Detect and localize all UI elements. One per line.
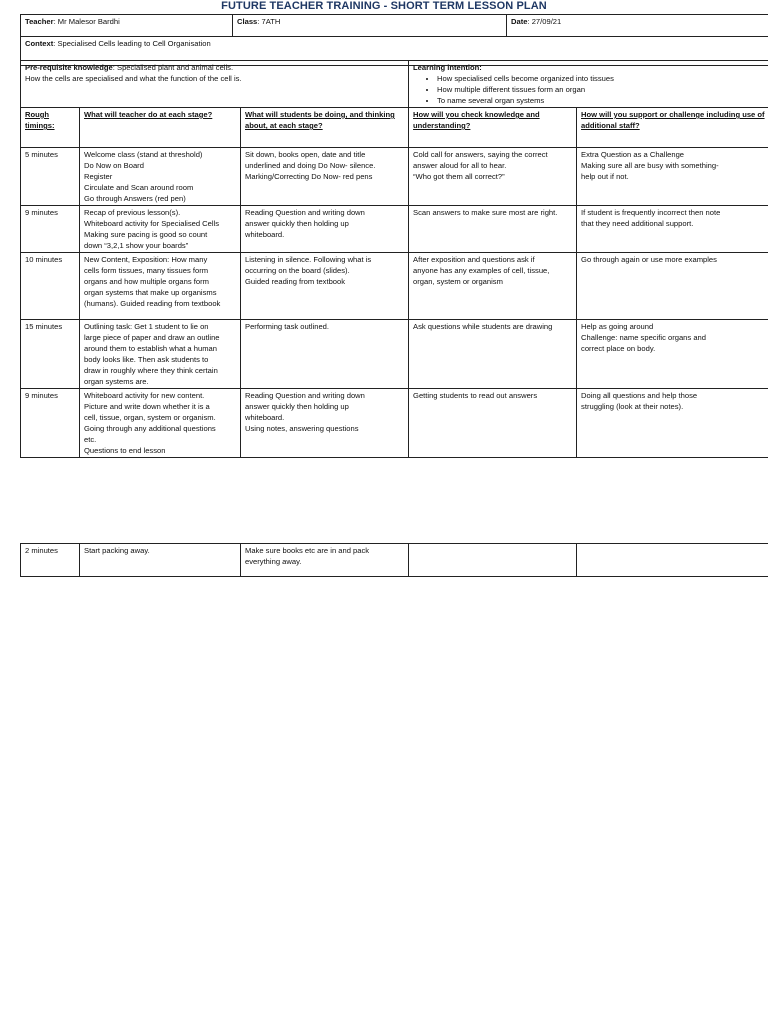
learning-list	[413, 73, 768, 106]
timing-cell: 10 minutes	[21, 253, 80, 320]
prereq-label: Pre-requisite knowledge	[25, 63, 113, 72]
check-understanding-cell	[409, 544, 577, 577]
cell-line: Going through any additional questions	[84, 424, 216, 433]
cell-line: that they need additional support.	[581, 219, 694, 228]
support-challenge-cell	[577, 253, 768, 320]
cell-line: everything away.	[245, 557, 302, 566]
cell-line: Questions to end lesson	[84, 446, 166, 455]
header-table	[20, 14, 768, 66]
support-challenge-cell	[577, 206, 768, 253]
table-row	[21, 148, 768, 206]
teacher-activity-cell	[80, 206, 241, 253]
cell-line: whiteboard.	[245, 413, 285, 422]
teacher-activity-cell	[80, 148, 241, 206]
cell-line: Doing all questions and help those	[581, 391, 698, 400]
cell-line: organ systems are.	[84, 377, 149, 386]
cell-line: organ systems that make up organisms	[84, 288, 217, 297]
cell-line: New Content, Exposition: How many	[84, 255, 208, 264]
list-item: • To name several organ systems	[437, 95, 768, 106]
cell-line: organ, system or organism	[413, 277, 503, 286]
lesson-plan-table	[20, 60, 768, 458]
cell-line: Circulate and Scan around room	[84, 183, 194, 192]
timing-cell: 9 minutes	[21, 206, 80, 253]
cell-line: struggling (look at their notes).	[581, 402, 684, 411]
cell-line: Start packing away.	[84, 546, 150, 555]
student-activity-cell	[241, 320, 409, 389]
cell-line: Make sure books etc are in and pack	[245, 546, 370, 555]
table-row	[21, 544, 768, 577]
page-title: FUTURE TEACHER TRAINING - SHORT TERM LESSON PLAN	[221, 0, 547, 12]
final-row-table	[20, 543, 768, 577]
timing-cell: 5 minutes	[21, 148, 80, 206]
list-item: • How multiple different tissues form an organ	[437, 84, 768, 95]
check-understanding-cell	[409, 206, 577, 253]
cell-line: Picture and write down whether it is a	[84, 402, 210, 411]
cell-line: Guided reading from textbook	[245, 277, 346, 286]
cell-line: etc.	[84, 435, 97, 444]
cell-line: answer quickly then holding up	[245, 402, 349, 411]
cell-line: Challenge: name specific organs and	[581, 333, 706, 342]
support-challenge-cell	[577, 544, 768, 577]
timing-cell: 2 minutes	[21, 544, 80, 577]
cell-line: underlined and doing Do Now- silence.	[245, 161, 376, 170]
cell-line: down “3,2,1 show your boards”	[84, 241, 189, 250]
cell-line: Whiteboard activity for new content.	[84, 391, 205, 400]
list-item: • How specialised cells become organized into tissues	[437, 73, 768, 84]
cell-line: Reading Question and writing down	[245, 208, 365, 217]
teacher-activity-cell	[80, 389, 241, 458]
cell-line: “Who got them all correct?”	[413, 172, 505, 181]
prereq-value: : Specialised plant and animal cells.	[112, 63, 234, 72]
cell-line: Performing task outlined.	[245, 322, 329, 331]
cell-line: body looks like. Then ask students to	[84, 355, 209, 364]
cell-line: Cold call for answers, saying the correct	[413, 150, 548, 159]
context-value: : Specialised Cells leading to Cell Organisation	[53, 39, 211, 48]
cell-line: Welcome class (stand at threshold)	[84, 150, 203, 159]
cell-line: draw in roughly where they think certain	[84, 366, 218, 375]
cell-line: organs and how multiple organs form	[84, 277, 209, 286]
cell-line: Recap of previous lesson(s).	[84, 208, 181, 217]
date-value: : 27/09/21	[527, 17, 562, 26]
student-activity-cell	[241, 148, 409, 206]
cell-line: Sit down, books open, date and title	[245, 150, 366, 159]
teacher-cell	[21, 15, 233, 37]
cell-line: cells form tissues, many tissues form	[84, 266, 209, 275]
class-cell	[233, 15, 507, 37]
class-label: Class	[237, 17, 258, 26]
cell-line: anyone has any examples of cell, tissue,	[413, 266, 550, 275]
cell-line: large piece of paper and draw an outline	[84, 333, 220, 342]
timing-cell: 15 minutes	[21, 320, 80, 389]
teacher-activity-cell	[80, 320, 241, 389]
cell-line: Marking/Correcting Do Now- red pens	[245, 172, 373, 181]
col-header-timings: Rough timings:	[21, 108, 80, 148]
cell-line: Listening in silence. Following what is	[245, 255, 372, 264]
cell-line: Outlining task: Get 1 student to lie on	[84, 322, 209, 331]
cell-line: answer quickly then holding up	[245, 219, 349, 228]
support-challenge-cell	[577, 148, 768, 206]
col-header-students: What will students be doing, and thinking about, at each stage?	[241, 108, 409, 148]
cell-line: cell, tissue, organ, system or organism.	[84, 413, 216, 422]
student-activity-cell	[241, 389, 409, 458]
cell-line: If student is frequently incorrect then note	[581, 208, 721, 217]
teacher-label: Teacher	[25, 17, 54, 26]
cell-line: help out if not.	[581, 172, 629, 181]
support-challenge-cell	[577, 389, 768, 458]
cell-line: Go through again or use more examples	[581, 255, 717, 264]
student-activity-cell	[241, 253, 409, 320]
cell-line: (humans). Guided reading from textbook	[84, 299, 221, 308]
cell-line: After exposition and questions ask if	[413, 255, 535, 264]
teacher-value: : Mr Malesor Bardhi	[53, 17, 120, 26]
student-activity-cell	[241, 206, 409, 253]
col-header-support: How will you support or challenge including use of additional staff?	[577, 108, 768, 148]
prereq-line2: How the cells are specialised and what the function of the cell is.	[25, 74, 242, 83]
cell-line: around them to establish what a human	[84, 344, 217, 353]
table-row	[21, 320, 768, 389]
date-cell	[507, 15, 768, 37]
col-header-check: How will you check knowledge and understanding?	[409, 108, 577, 148]
student-activity-cell	[241, 544, 409, 577]
cell-line: Reading Question and writing down	[245, 391, 365, 400]
table-row	[21, 253, 768, 320]
timing-cell: 9 minutes	[21, 389, 80, 458]
cell-line: whiteboard.	[245, 230, 285, 239]
check-understanding-cell	[409, 253, 577, 320]
cell-line: Do Now on Board	[84, 161, 144, 170]
check-understanding-cell	[409, 389, 577, 458]
table-row	[21, 389, 768, 458]
cell-line: Go through Answers (red pen)	[84, 194, 186, 203]
cell-line: Using notes, answering questions	[245, 424, 359, 433]
cell-line: Help as going around	[581, 322, 654, 331]
cell-line: occurring on the board (slides).	[245, 266, 350, 275]
cell-line: Getting students to read out answers	[413, 391, 538, 400]
learning-label: Learning intention:	[413, 63, 482, 72]
table-row	[21, 206, 768, 253]
support-challenge-cell	[577, 320, 768, 389]
learning-intention-cell	[409, 61, 768, 108]
cell-line: answer aloud for all to hear.	[413, 161, 507, 170]
cell-line: Ask questions while students are drawing	[413, 322, 553, 331]
cell-line: Whiteboard activity for Specialised Cells	[84, 219, 220, 228]
context-label: Context	[25, 39, 54, 48]
cell-line: Extra Question as a Challenge	[581, 150, 685, 159]
check-understanding-cell	[409, 320, 577, 389]
cell-line: Making sure pacing is good so count	[84, 230, 208, 239]
check-understanding-cell	[409, 148, 577, 206]
cell-line: correct place on body.	[581, 344, 656, 353]
prereq-cell	[21, 61, 409, 108]
cell-line: Register	[84, 172, 113, 181]
cell-line: Making sure all are busy with something-	[581, 161, 719, 170]
date-label: Date	[511, 17, 528, 26]
teacher-activity-cell	[80, 544, 241, 577]
class-value: : 7ATH	[257, 17, 281, 26]
col-header-teacher: What will teacher do at each stage?	[80, 108, 241, 148]
cell-line: Scan answers to make sure most are right.	[413, 208, 558, 217]
teacher-activity-cell	[80, 253, 241, 320]
